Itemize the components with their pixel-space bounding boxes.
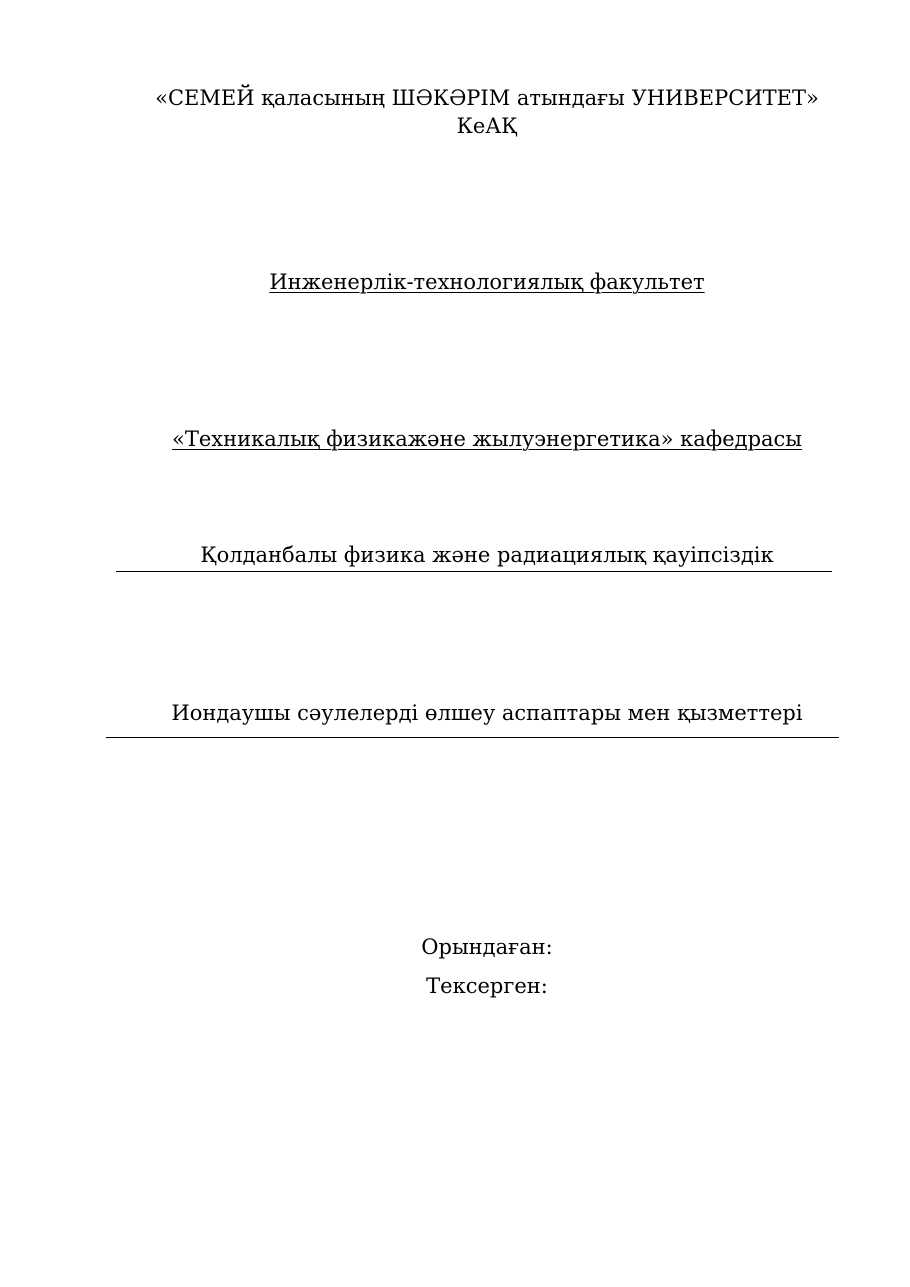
department-name (32, 426, 910, 452)
performed-by-label: Орындаған: (421, 935, 553, 959)
specialty-underline-rule (116, 571, 832, 572)
department-name-text: «Техникалық физикажәне жылуэнергетика» кафедрасы (171, 427, 803, 451)
topic-title: Иондаушы сәулелерді өлшеу аспаптары мен қызметтері (171, 701, 803, 725)
faculty-name (32, 269, 910, 295)
university-name-line2: КеАҚ (456, 114, 518, 138)
university-name-line1: «СЕМЕЙ қаласының ШӘКӘРІМ атындағы УНИВЕРСИТЕТ» (155, 86, 819, 110)
specialty-name: Қолданбалы физика және радиациялық қауіпсіздік (200, 543, 774, 567)
topic-underline-rule (106, 737, 839, 738)
checked-by-label: Тексерген: (426, 974, 548, 998)
faculty-name-text: Инженерлік-технологиялық факультет (269, 270, 705, 294)
